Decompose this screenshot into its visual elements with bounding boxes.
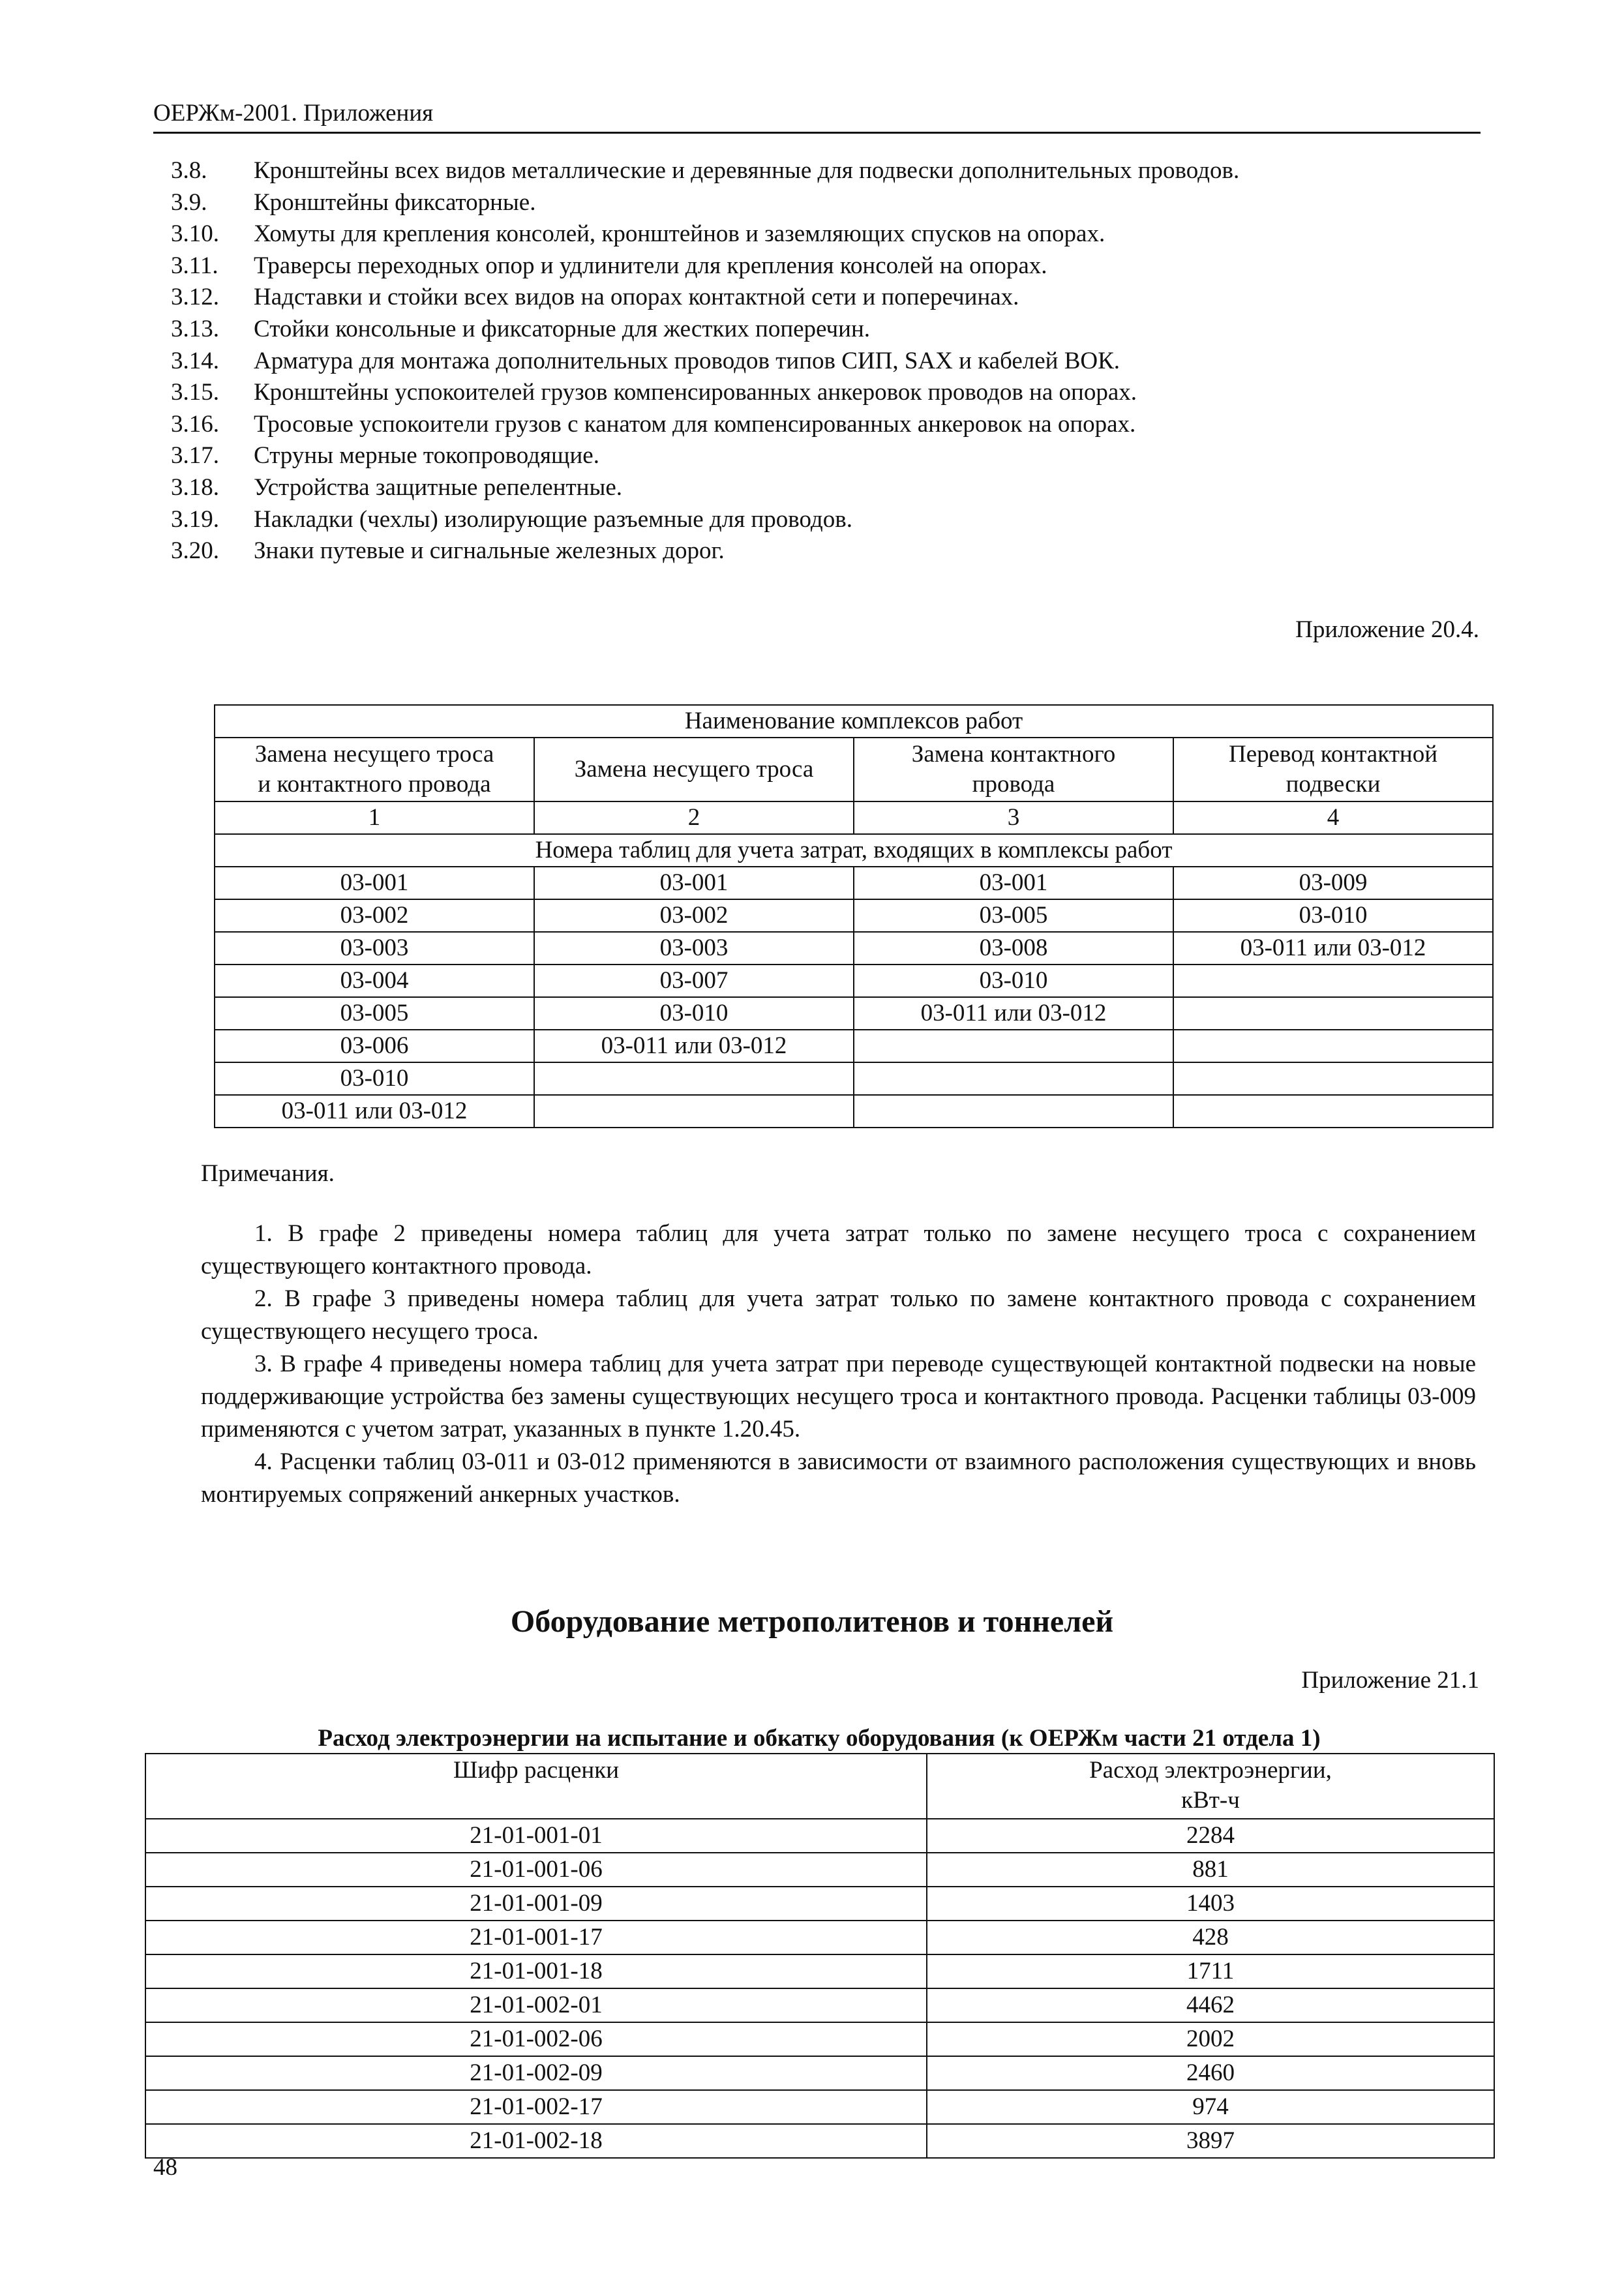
table-row: [145, 2124, 1494, 2158]
table-header-cell: [1173, 738, 1493, 801]
table-cell: 03-010: [1173, 899, 1493, 932]
table-cell: [1173, 1095, 1493, 1128]
column-number-cell: 2: [534, 801, 854, 834]
list-item-number: 3.14.: [171, 347, 219, 374]
header-line: Шифр расценки: [453, 1757, 619, 1784]
list-item: [171, 155, 1475, 187]
list-item: [171, 314, 1475, 346]
list-item-text: Устройства защитные репелентные.: [254, 473, 623, 501]
table-cell: [854, 1095, 1173, 1128]
item-list: [171, 155, 1475, 567]
table-cell: 03-008: [854, 932, 1173, 965]
table-cell: [534, 1062, 854, 1095]
notes-title: Примечания.: [201, 1160, 335, 1187]
table-cell: 03-011 или 03-012: [854, 997, 1173, 1030]
table-cell: [854, 1062, 1173, 1095]
table-cell: [1173, 997, 1493, 1030]
work-complex-table: [214, 704, 1494, 1128]
list-item-text: Траверсы переходных опор и удлинители для крепления консолей на опорах.: [254, 252, 1047, 279]
section-title: Оборудование метрополитенов и тоннелей: [510, 1604, 1114, 1639]
table-cell: 881: [927, 1853, 1494, 1887]
table-cell: 03-001: [854, 867, 1173, 899]
header-line: и контактного провода: [258, 771, 491, 798]
table-cell: 03-002: [534, 899, 854, 932]
table-cell: 21-01-002-17: [145, 2090, 927, 2124]
table-subtitle-cell: Номера таблиц для учета затрат, входящих в комплексы работ: [215, 834, 1493, 867]
list-item-number: 3.19.: [171, 505, 219, 533]
table-row: [145, 2056, 1494, 2090]
table-row: [215, 1062, 1493, 1095]
list-item: [171, 187, 1475, 219]
table-title-cell: Наименование комплексов работ: [215, 705, 1493, 738]
list-item-number: 3.15.: [171, 379, 219, 406]
header-line: Замена несущего троса: [254, 741, 494, 768]
list-item-number: 3.13.: [171, 315, 219, 342]
list-item-text: Накладки (чехлы) изолирующие разъемные для проводов.: [254, 505, 852, 533]
list-item-text: Кронштейны успокоителей грузов компенсированных анкеровок проводов на опорах.: [254, 379, 1137, 406]
table-row: [145, 2022, 1494, 2056]
list-item: [171, 377, 1475, 409]
table-cell: 21-01-002-01: [145, 1988, 927, 2022]
table-cell: 03-010: [854, 965, 1173, 997]
table-cell: 974: [927, 2090, 1494, 2124]
table-cell: 1711: [927, 1954, 1494, 1988]
list-item-number: 3.17.: [171, 442, 219, 470]
table-row: [215, 899, 1493, 932]
header-line: Расход электроэнергии,: [1089, 1757, 1332, 1784]
list-item-text: Стойки консольные и фиксаторные для жестких поперечин.: [254, 315, 871, 342]
table-cell: [1173, 965, 1493, 997]
table-cell: 03-004: [215, 965, 534, 997]
column-number-cell: 1: [215, 801, 534, 834]
table2-caption: Расход электроэнергии на испытание и обкатку оборудования (к ОЕРЖм части 21 отдела 1): [318, 1725, 1321, 1752]
table-cell: 03-007: [534, 965, 854, 997]
table-cell: 03-002: [215, 899, 534, 932]
table-cell: 2002: [927, 2022, 1494, 2056]
list-item-text: Тросовые успокоители грузов с канатом для компенсированных анкеровок на опорах.: [254, 410, 1136, 438]
table-cell: 1403: [927, 1887, 1494, 1921]
note-paragraph: 1. В графе 2 приведены номера таблиц для учета затрат только по замене несущего троса с сохранением существующего контактного провода.: [201, 1220, 1476, 1279]
table-header-cell: [145, 1754, 927, 1819]
table-row: [215, 705, 1493, 738]
list-item: [171, 218, 1475, 250]
list-item: [171, 346, 1475, 378]
header-line: кВт-ч: [1181, 1787, 1240, 1814]
table-row: [215, 867, 1493, 899]
energy-consumption-table: [145, 1753, 1495, 2159]
list-item-number: 3.10.: [171, 220, 219, 248]
table-cell: [854, 1030, 1173, 1062]
table-header-row: [215, 738, 1493, 801]
table-row: [145, 1887, 1494, 1921]
list-item-number: 3.20.: [171, 537, 219, 565]
table-cell: 2460: [927, 2056, 1494, 2090]
table-row: [145, 1819, 1494, 1853]
list-item: [171, 535, 1475, 567]
note-paragraph: 4. Расценки таблиц 03-011 и 03-012 применяются в зависимости от взаимного расположения существующих и вновь монтируемых сопряжений анкерных участков.: [201, 1448, 1476, 1508]
table-row: [215, 1030, 1493, 1062]
table-cell: 03-011 или 03-012: [534, 1030, 854, 1062]
list-item: [171, 472, 1475, 504]
table-cell: 03-010: [215, 1062, 534, 1095]
header-line: подвески: [1286, 771, 1381, 798]
table-cell: 2284: [927, 1819, 1494, 1853]
table-cell: 03-009: [1173, 867, 1493, 899]
page-header: ОЕРЖм-2001. Приложения: [153, 98, 1481, 134]
table-cell: 03-005: [854, 899, 1173, 932]
appendix-label-20-4: Приложение 20.4.: [1295, 616, 1479, 643]
table-cell: 21-01-002-09: [145, 2056, 927, 2090]
table-row: [215, 932, 1493, 965]
table-cell: 21-01-001-01: [145, 1819, 927, 1853]
table-cell: 21-01-002-06: [145, 2022, 927, 2056]
table-cell: 428: [927, 1921, 1494, 1954]
table-header-row: [145, 1754, 1494, 1819]
page-number: 48: [153, 2154, 177, 2181]
table-header-cell: [534, 738, 854, 801]
list-item: [171, 440, 1475, 472]
notes-block: [201, 1218, 1476, 1511]
table-cell: [1173, 1030, 1493, 1062]
table-row: [215, 997, 1493, 1030]
list-item-number: 3.8.: [171, 157, 207, 184]
list-item: [171, 504, 1475, 536]
header-line: провода: [972, 771, 1055, 798]
table-cell: [534, 1095, 854, 1128]
column-number-cell: 3: [854, 801, 1173, 834]
table-cell: 21-01-002-18: [145, 2124, 927, 2158]
table-cell: [1173, 1062, 1493, 1095]
list-item-text: Кронштейны всех видов металлические и деревянные для подвески дополнительных проводов.: [254, 157, 1240, 184]
table-cell: 03-011 или 03-012: [1173, 932, 1493, 965]
table-cell: 03-006: [215, 1030, 534, 1062]
table-cell: 21-01-001-18: [145, 1954, 927, 1988]
table-cell: 03-003: [534, 932, 854, 965]
table-cell: 21-01-001-06: [145, 1853, 927, 1887]
list-item-text: Арматура для монтажа дополнительных проводов типов СИП, SAX и кабелей ВОК.: [254, 347, 1120, 374]
appendix-label-21-1: Приложение 21.1: [1301, 1667, 1479, 1694]
table-row: [145, 1921, 1494, 1954]
list-item-number: 3.12.: [171, 284, 219, 311]
table-row: [145, 1954, 1494, 1988]
table-row: [145, 1853, 1494, 1887]
table-cell: 03-001: [534, 867, 854, 899]
header-line: Перевод контактной: [1229, 741, 1437, 768]
table-cell: 03-003: [215, 932, 534, 965]
list-item-text: Кронштейны фиксаторные.: [254, 188, 536, 216]
table-cell: 21-01-001-17: [145, 1921, 927, 1954]
table-row: [215, 965, 1493, 997]
note-paragraph: 3. В графе 4 приведены номера таблиц для учета затрат при переводе существующей контактной подвески на новые поддерживающие устройства без замены существующих несущего троса и контактного провода. Расценки таблицы 03-009 применяются с учетом затрат, указанных в пункте 1.20.45.: [201, 1351, 1476, 1443]
table-cell: 03-005: [215, 997, 534, 1030]
table-header-cell: [927, 1754, 1494, 1819]
table-cell: 3897: [927, 2124, 1494, 2158]
list-item: [171, 409, 1475, 441]
table-header-cell: [215, 738, 534, 801]
list-item-text: Знаки путевые и сигнальные железных дорог.: [254, 537, 725, 565]
list-item-number: 3.16.: [171, 410, 219, 438]
column-number-cell: 4: [1173, 801, 1493, 834]
list-item-text: Хомуты для крепления консолей, кронштейнов и заземляющих спусков на опорах.: [254, 220, 1105, 248]
header-line: Замена несущего троса: [574, 756, 814, 783]
table-row: [215, 1095, 1493, 1128]
list-item: [171, 250, 1475, 282]
column-number-row: [215, 801, 1493, 834]
table-row: [215, 834, 1493, 867]
list-item: [171, 282, 1475, 314]
table-row: [145, 1988, 1494, 2022]
list-item-text: Струны мерные токопроводящие.: [254, 442, 599, 470]
list-item-number: 3.11.: [171, 252, 218, 279]
table-row: [145, 2090, 1494, 2124]
note-paragraph: 2. В графе 3 приведены номера таблиц для учета затрат только по замене контактного провода с сохранением существующего несущего троса.: [201, 1285, 1476, 1345]
table-cell: 03-001: [215, 867, 534, 899]
list-item-number: 3.18.: [171, 473, 219, 501]
table-header-cell: [854, 738, 1173, 801]
table-cell: 4462: [927, 1988, 1494, 2022]
table-cell: 03-011 или 03-012: [215, 1095, 534, 1128]
table-cell: 03-010: [534, 997, 854, 1030]
header-line: Замена контактного: [911, 741, 1116, 768]
table-cell: 21-01-001-09: [145, 1887, 927, 1921]
list-item-text: Надставки и стойки всех видов на опорах контактной сети и поперечинах.: [254, 284, 1019, 311]
list-item-number: 3.9.: [171, 188, 207, 216]
